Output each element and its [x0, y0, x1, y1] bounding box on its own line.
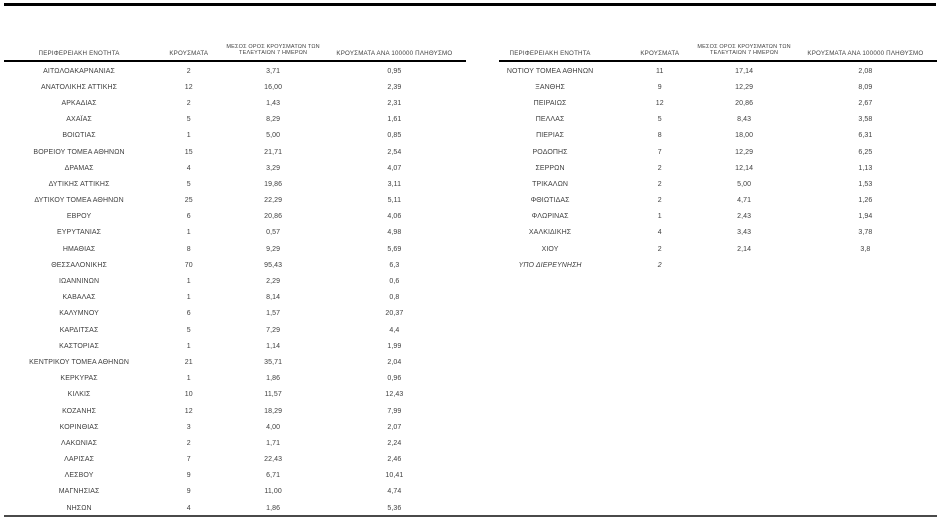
cell-region: ΙΩΑΝΝΙΝΩΝ — [58, 278, 100, 286]
cell-cases: 12 — [184, 83, 193, 91]
cell-avg7: 9,29 — [266, 245, 281, 253]
cell-per100k: 3,11 — [387, 180, 402, 188]
table-row — [475, 128, 937, 144]
cell-per100k: 0,85 — [387, 132, 402, 140]
cell-per100k: 0,8 — [389, 294, 400, 302]
cell-per100k: 2,24 — [387, 439, 402, 447]
cell-per100k: 6,25 — [858, 148, 873, 156]
cell-cases: 10 — [184, 391, 193, 399]
cell-per100k: 2,04 — [387, 358, 402, 366]
table-row — [4, 273, 466, 289]
cell-avg7: 3,29 — [266, 164, 281, 172]
table-row — [4, 338, 466, 354]
cell-cases: 2 — [657, 245, 662, 253]
table-row — [475, 193, 937, 209]
cell-per100k: 0,96 — [387, 375, 402, 383]
cell-region: ΛΑΚΩΝΙΑΣ — [61, 439, 98, 447]
table-row — [4, 112, 466, 128]
cell-per100k: 1,26 — [858, 197, 873, 205]
table-row — [4, 160, 466, 176]
cell-cases: 5 — [186, 180, 191, 188]
table-row — [475, 95, 937, 111]
cell-cases: 1 — [186, 342, 191, 350]
column-header-avg7-line2: ΤΕΛΕΥΤΑΙΩΝ 7 ΗΜΕΡΩΝ — [710, 50, 779, 57]
cell-cases: 9 — [657, 83, 662, 91]
cell-cases: 1 — [186, 278, 191, 286]
cell-cases: 11 — [656, 67, 664, 75]
cell-avg7: 21,71 — [264, 148, 283, 156]
regional-table-left — [4, 5, 466, 516]
cell-region: ΒΟΙΩΤΙΑΣ — [62, 132, 96, 140]
cell-region: ΑΧΑΪΑΣ — [66, 116, 92, 124]
table-row — [475, 160, 937, 176]
cell-per100k: 2,46 — [387, 456, 402, 464]
table-row — [475, 176, 937, 192]
table-row — [475, 241, 937, 257]
cell-cases: 2 — [657, 197, 662, 205]
cell-per100k: 4,98 — [387, 229, 402, 237]
cell-cases: 5 — [186, 326, 191, 334]
cell-avg7: 12,29 — [735, 148, 754, 156]
cell-region: ΚΑΒΑΛΑΣ — [62, 294, 96, 302]
cell-region: ΠΕΛΛΑΣ — [535, 116, 565, 124]
cell-cases: 1 — [186, 132, 191, 140]
cell-avg7: 4,71 — [737, 197, 752, 205]
cell-region: ΑΝΑΤΟΛΙΚΗΣ ΑΤΤΙΚΗΣ — [41, 83, 118, 91]
cell-per100k: 1,13 — [858, 164, 873, 172]
table-row — [4, 225, 466, 241]
table-row — [475, 257, 937, 273]
table-row — [4, 484, 466, 500]
cell-cases: 12 — [184, 407, 193, 415]
cell-cases: 70 — [184, 261, 193, 269]
cell-avg7: 3,71 — [266, 67, 281, 75]
table-row — [4, 241, 466, 257]
cell-avg7: 8,43 — [737, 116, 752, 124]
cell-region: ΝΟΤΙΟΥ ΤΟΜΕΑ ΑΘΗΝΩΝ — [506, 67, 594, 75]
cell-per100k: 5,11 — [387, 197, 402, 205]
cell-cases: 4 — [657, 229, 662, 237]
cell-per100k: 5,36 — [387, 504, 402, 512]
table-row — [4, 209, 466, 225]
cell-region: ΠΙΕΡΙΑΣ — [536, 132, 565, 140]
cell-region: ΗΜΑΘΙΑΣ — [62, 245, 96, 253]
cell-avg7: 20,86 — [264, 213, 283, 221]
table-row — [4, 95, 466, 111]
cell-region: ΛΑΡΙΣΑΣ — [64, 456, 95, 464]
cell-region: ΚΟΡΙΝΘΙΑΣ — [59, 423, 99, 431]
cell-region: ΚΕΝΤΡΙΚΟΥ ΤΟΜΕΑ ΑΘΗΝΩΝ — [29, 358, 129, 366]
table-row — [475, 63, 937, 79]
cell-avg7: 11,00 — [264, 488, 282, 496]
table-row — [475, 209, 937, 225]
cell-region: ΚΑΡΔΙΤΣΑΣ — [59, 326, 99, 334]
cell-avg7: 2,43 — [737, 213, 752, 221]
cell-cases: 9 — [186, 488, 191, 496]
cell-per100k: 8,09 — [858, 83, 873, 91]
cell-cases: 8 — [186, 245, 191, 253]
cell-per100k: 2,08 — [858, 67, 873, 75]
cell-per100k: 2,31 — [387, 99, 402, 107]
table-body-left — [4, 60, 466, 516]
cell-avg7: 95,43 — [264, 261, 283, 269]
cell-per100k: 0,6 — [389, 278, 400, 286]
cell-avg7: 6,71 — [266, 472, 281, 480]
table-row — [4, 290, 466, 306]
table-row — [475, 144, 937, 160]
cell-cases: 7 — [186, 456, 191, 464]
cell-avg7: 4,00 — [266, 423, 281, 431]
cell-region: ΦΘΙΩΤΙΔΑΣ — [530, 197, 570, 205]
cell-avg7: 1,14 — [266, 342, 281, 350]
cell-avg7: 1,43 — [266, 99, 281, 107]
column-header-avg7-line2: ΤΕΛΕΥΤΑΙΩΝ 7 ΗΜΕΡΩΝ — [239, 50, 308, 57]
table-row — [4, 387, 466, 403]
table-row — [4, 452, 466, 468]
cell-cases: 25 — [184, 197, 193, 205]
column-header-region: ΠΕΡΙΦΕΡΕΙΑΚΗ ΕΝΟΤΗΤΑ — [509, 50, 591, 57]
table-row — [4, 500, 466, 516]
cell-cases: 1 — [186, 375, 191, 383]
cell-per100k: 1,61 — [387, 116, 402, 124]
cell-cases: 1 — [186, 294, 191, 302]
cell-avg7: 3,43 — [737, 229, 752, 237]
cell-cases: 21 — [184, 358, 193, 366]
cell-avg7: 12,29 — [735, 83, 754, 91]
cell-per100k: 1,53 — [858, 180, 873, 188]
top-rule — [4, 3, 936, 6]
cell-cases: 1 — [657, 213, 662, 221]
cell-region: ΚΑΛΥΜΝΟΥ — [59, 310, 99, 318]
cell-cases: 2 — [657, 180, 662, 188]
cell-avg7: 8,29 — [266, 116, 281, 124]
cell-region: ΘΕΣΣΑΛΟΝΙΚΗΣ — [51, 261, 107, 269]
table-row — [4, 193, 466, 209]
cell-cases: 9 — [186, 472, 191, 480]
cell-avg7: 1,71 — [266, 439, 281, 447]
table-header-left — [4, 5, 466, 60]
cell-cases: 2 — [657, 164, 662, 172]
column-header-cases: ΚΡΟΥΣΜΑΤΑ — [169, 50, 209, 57]
cell-avg7: 5,00 — [737, 180, 752, 188]
table-row — [4, 306, 466, 322]
cell-cases: 7 — [657, 148, 662, 156]
cell-region: ΡΟΔΟΠΗΣ — [532, 148, 568, 156]
cell-region: ΦΛΩΡΙΝΑΣ — [531, 213, 569, 221]
column-header-region: ΠΕΡΙΦΕΡΕΙΑΚΗ ΕΝΟΤΗΤΑ — [38, 50, 120, 57]
table-row — [4, 144, 466, 160]
cell-per100k: 6,31 — [858, 132, 873, 140]
cell-region: ΑΙΤΩΛΟΑΚΑΡΝΑΝΙΑΣ — [43, 67, 115, 75]
column-header-per100k: ΚΡΟΥΣΜΑΤΑ ΑΝΑ 100000 ΠΛΗΘΥΣΜΟ — [336, 50, 453, 57]
cell-cases: 8 — [657, 132, 662, 140]
cell-per100k: 0,95 — [387, 67, 402, 75]
cell-per100k: 4,74 — [387, 488, 402, 496]
column-header-cases: ΚΡΟΥΣΜΑΤΑ — [640, 50, 680, 57]
cell-per100k: 10,41 — [385, 472, 404, 480]
table-row — [4, 63, 466, 79]
cell-avg7: 1,86 — [266, 375, 281, 383]
cell-per100k: 5,69 — [387, 245, 402, 253]
bottom-rule — [4, 515, 937, 517]
cell-per100k: 3,8 — [860, 245, 871, 253]
cell-cases: 6 — [186, 310, 191, 318]
table-row — [4, 435, 466, 451]
cell-region: ΚΕΡΚΥΡΑΣ — [60, 375, 98, 383]
cell-avg7: 11,57 — [264, 391, 282, 399]
cell-avg7: 18,29 — [264, 407, 283, 415]
cell-region: ΥΠΟ ΔΙΕΡΕΥΝΗΣΗ — [518, 261, 582, 269]
table-row — [4, 354, 466, 370]
cell-per100k: 3,58 — [858, 116, 873, 124]
cell-per100k: 2,07 — [387, 423, 402, 431]
cell-avg7: 2,29 — [266, 278, 281, 286]
cell-region: ΧΑΛΚΙΔΙΚΗΣ — [528, 229, 572, 237]
cell-avg7: 5,00 — [266, 132, 281, 140]
column-header-per100k: ΚΡΟΥΣΜΑΤΑ ΑΝΑ 100000 ΠΛΗΘΥΣΜΟ — [807, 50, 924, 57]
table-row — [4, 468, 466, 484]
cell-avg7: 7,29 — [266, 326, 281, 334]
cell-region: ΒΟΡΕΙΟΥ ΤΟΜΕΑ ΑΘΗΝΩΝ — [33, 148, 125, 156]
table-row — [4, 371, 466, 387]
cell-avg7: 1,57 — [266, 310, 281, 318]
table-body-right — [475, 60, 937, 273]
cell-cases: 4 — [186, 504, 191, 512]
cell-avg7: 16,00 — [264, 83, 283, 91]
cell-avg7: 22,43 — [264, 456, 283, 464]
table-row — [475, 79, 937, 95]
cell-avg7: 17,14 — [735, 67, 754, 75]
table-row — [4, 322, 466, 338]
column-header-avg7-line1: ΜΕΣΟΣ ΟΡΟΣ ΚΡΟΥΣΜΑΤΩΝ ΤΩΝ — [226, 44, 320, 51]
cell-region: ΞΑΝΘΗΣ — [535, 83, 565, 91]
cell-per100k: 4,07 — [387, 164, 402, 172]
table-row — [4, 176, 466, 192]
cell-avg7: 1,86 — [266, 504, 281, 512]
column-header-avg7 — [223, 44, 322, 57]
tables-container — [4, 5, 937, 516]
cell-cases: 2 — [186, 439, 191, 447]
cell-per100k: 4,06 — [387, 213, 402, 221]
cell-per100k: 1,99 — [387, 342, 402, 350]
column-header-avg7-line1: ΜΕΣΟΣ ΟΡΟΣ ΚΡΟΥΣΜΑΤΩΝ ΤΩΝ — [697, 44, 791, 51]
cell-per100k: 2,67 — [858, 99, 873, 107]
cell-region: ΚΑΣΤΟΡΙΑΣ — [59, 342, 99, 350]
cell-per100k: 1,94 — [858, 213, 873, 221]
cell-cases: 1 — [186, 229, 191, 237]
cell-avg7: 19,86 — [264, 180, 283, 188]
cell-cases: 6 — [186, 213, 191, 221]
cell-avg7: 22,29 — [264, 197, 283, 205]
cell-region: ΠΕΙΡΑΙΩΣ — [533, 99, 567, 107]
column-header-avg7 — [694, 44, 793, 57]
table-row — [4, 79, 466, 95]
cell-region: ΧΙΟΥ — [541, 245, 559, 253]
cell-per100k: 12,43 — [385, 391, 404, 399]
cell-avg7: 8,14 — [266, 294, 281, 302]
cell-avg7: 35,71 — [264, 358, 283, 366]
cell-cases: 12 — [655, 99, 664, 107]
cell-region: ΛΕΣΒΟΥ — [64, 472, 94, 480]
cell-region: ΚΟΖΑΝΗΣ — [62, 407, 97, 415]
cell-per100k: 20,37 — [385, 310, 404, 318]
cell-cases: 15 — [184, 148, 193, 156]
cell-cases: 3 — [186, 423, 191, 431]
cell-cases: 2 — [657, 261, 662, 269]
cell-region: ΜΑΓΝΗΣΙΑΣ — [58, 488, 100, 496]
cell-region: ΕΥΡΥΤΑΝΙΑΣ — [57, 229, 102, 237]
cell-cases: 5 — [186, 116, 191, 124]
cell-region: ΣΕΡΡΩΝ — [535, 164, 565, 172]
cell-avg7: 12,14 — [735, 164, 754, 172]
table-row — [475, 225, 937, 241]
cell-avg7: 0,57 — [266, 229, 281, 237]
cell-per100k: 4,4 — [389, 326, 400, 334]
cell-cases: 4 — [186, 164, 191, 172]
cell-per100k: 2,39 — [387, 83, 402, 91]
cell-region: ΔΥΤΙΚΗΣ ΑΤΤΙΚΗΣ — [48, 180, 110, 188]
cell-cases: 2 — [186, 99, 191, 107]
cell-cases: 2 — [186, 67, 191, 75]
table-row — [4, 403, 466, 419]
cell-region: ΚΙΛΚΙΣ — [67, 391, 91, 399]
table-header-right — [475, 5, 937, 60]
table-row — [4, 419, 466, 435]
cell-per100k: 2,54 — [387, 148, 402, 156]
table-row — [4, 128, 466, 144]
cell-per100k: 7,99 — [387, 407, 402, 415]
cell-per100k: 6,3 — [389, 261, 400, 269]
cell-avg7: 18,00 — [735, 132, 754, 140]
cell-region: ΕΒΡΟΥ — [66, 213, 92, 221]
cell-region: ΔΥΤΙΚΟΥ ΤΟΜΕΑ ΑΘΗΝΩΝ — [34, 197, 124, 205]
cell-region: ΑΡΚΑΔΙΑΣ — [61, 99, 97, 107]
regional-table-right — [475, 5, 937, 516]
cell-region: ΤΡΙΚΑΛΩΝ — [532, 180, 569, 188]
cell-avg7: 2,14 — [737, 245, 752, 253]
table-row — [4, 257, 466, 273]
cell-region: ΔΡΑΜΑΣ — [64, 164, 94, 172]
cell-cases: 5 — [657, 116, 662, 124]
cell-avg7: 20,86 — [735, 99, 754, 107]
table-row — [475, 112, 937, 128]
cell-per100k: 3,78 — [858, 229, 873, 237]
cell-region: ΝΗΣΩΝ — [66, 504, 92, 512]
